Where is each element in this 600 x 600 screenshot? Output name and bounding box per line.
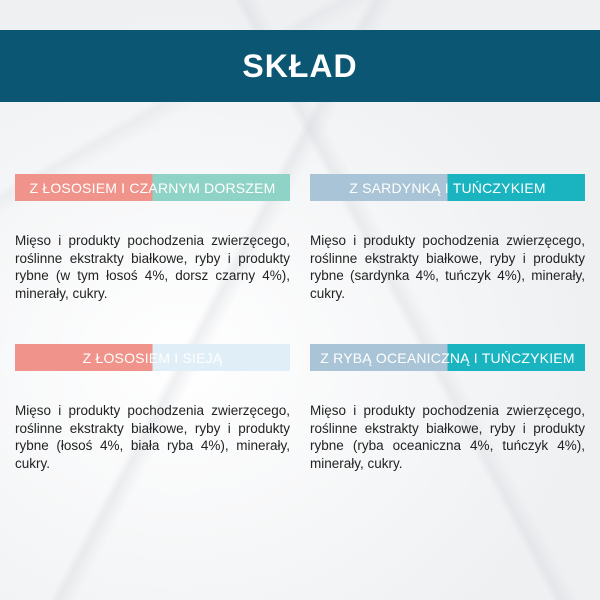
variant-panel-ocean-fish-tuna	[310, 344, 585, 472]
variant-title: Z ŁOSOSIEM I SIEJĄ	[82, 349, 223, 366]
header-bar	[0, 30, 600, 102]
variant-title: Z ŁOSOSIEM I CZARNYM DORSZEM	[29, 179, 276, 196]
variant-banner	[15, 174, 290, 201]
ingredients-text: Mięso i produkty pochodzenia zwierzęcego, roślinne ekstrakty białkowe, ryby i produkty rybne (sardynka 4%, tuńczyk 4%), minerały, cukry.	[310, 233, 585, 301]
variant-title: Z SARDYNKĄ I TUŃCZYKIEM	[349, 179, 546, 196]
variant-banner	[310, 344, 585, 371]
variant-panel-salmon-whitefish	[15, 344, 290, 472]
variant-panel-salmon-black-cod	[15, 174, 290, 302]
ingredients-text: Mięso i produkty pochodzenia zwierzęcego, roślinne ekstrakty białkowe, ryby i produkty rybne (łosoś 4%, biała ryba 4%), minerały, cukry.	[15, 403, 290, 471]
variant-title: Z RYBĄ OCEANICZNĄ I TUŃCZYKIEM	[320, 349, 575, 366]
variant-banner	[15, 344, 290, 371]
page-title: SKŁAD	[242, 47, 358, 84]
ingredients-text: Mięso i produkty pochodzenia zwierzęcego, roślinne ekstrakty białkowe, ryby i produkty rybne (w tym łosoś 4%, dorsz czarny 4%), minerały, cukry.	[15, 233, 290, 301]
ingredients-text: Mięso i produkty pochodzenia zwierzęcego, roślinne ekstrakty białkowe, ryby i produkty rybne (ryba oceaniczna 4%, tuńczyk 4%), minerały, cukry.	[310, 403, 585, 471]
variant-banner	[310, 174, 585, 201]
variant-panel-sardine-tuna	[310, 174, 585, 302]
